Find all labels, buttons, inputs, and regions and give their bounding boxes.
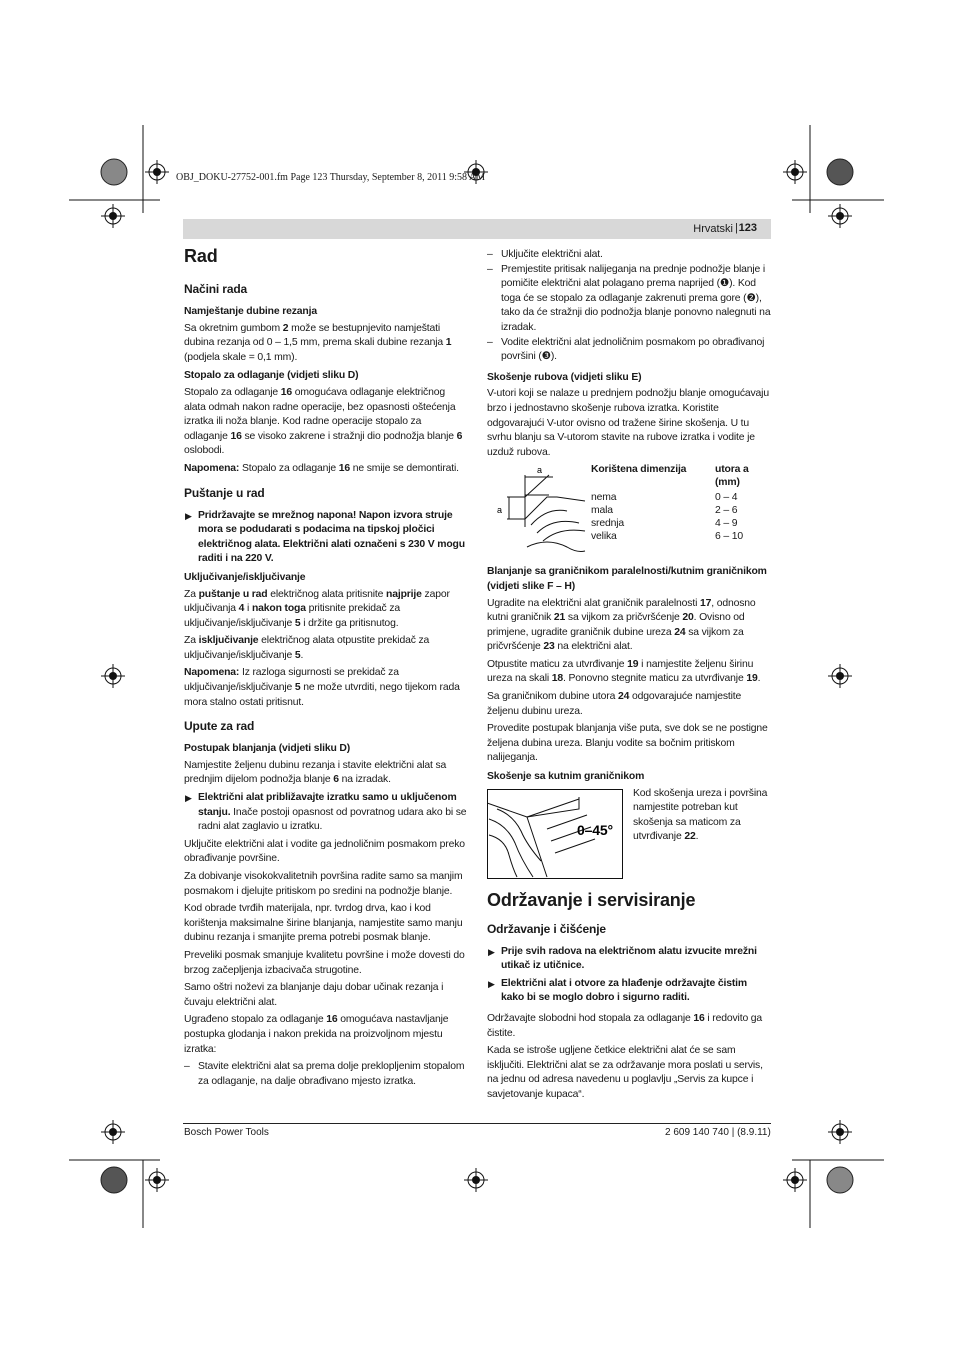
bullet-triangle-icon: ▶ [185,510,192,521]
registration-target-icon [828,1120,852,1144]
registration-target-icon [783,160,807,184]
nut-paragraph: Otpustite maticu za utvrđivanje 19 i namjestite željenu širinu ureza na skali 18. Ponovno stegnite maticu za utvrđivanje 19. [487,658,761,685]
angle-paragraph: Kod skošenja ureza i površina namjestite potreban kut skošenja sa maticom za utvrđivanje 22. [633,787,768,843]
foot-paragraph: Stopalo za odlaganje 16 omogućava odlaganje električnog alata odmah nakon radne operacije, bez opasnosti oštećenja izratka ili noža blanje. Kod radne operacije stopalo za odlaganje 16 se visoko zakrene i stražnji dio podnožja blanje 6 oslobodi. [184,386,463,457]
dimension-label-a: a [497,505,502,516]
section-title: Rad [184,246,218,266]
builtin-foot-paragraph: Ugrađeno stopalo za odlaganje 16 omogućava nastavljanje postupka glodanja i nakon prekida na proizvoljnom mjestu izratka: [184,1014,449,1055]
depth-heading: Namještanje dubine rezanja [184,306,317,317]
registration-target-icon [101,1120,125,1144]
depth-paragraph: Sa okretnim gumbom 2 može se bestupnjevito namještati dubina rezanja od 0 – 1,5 mm, prema skali dubine rezanja 1 (podjela skale = 0,1 mm). [184,322,452,363]
depth-stop-paragraph: Sa graničnikom dubine utora 24 odgovarajuće namjestite željenu dubinu ureza. [487,691,742,717]
switch-on-paragraph: Za puštanje u rad električnog alata pritisnite najprije zapor uključivanja 4 i nakon toga pritisnite prekidač za uključivanje/isključivanje 5 i držite ga pritisnutog. [184,588,450,629]
color-calibration-disc-icon [827,1167,853,1193]
cleaning-heading: Održavanje i čišćenje [487,921,606,936]
modes-heading: Načini rada [184,282,248,296]
page-band [183,219,771,239]
list-item: – Premjestite pritisak nalijeganja na prednje podnožje blanje i pomičite električni alat polagano prema naprijed (❶). Kod toga će se stopalo za odlaganje zakrenuti prema gore (❷), tako da će stražnji dio podnožja blanje ponovno nalegnuti na izradak. [487,263,771,333]
list-item: – Stavite električni alat sa prema dolje preklopljenim stopalom za odlaganje, na dalje obrađivano mjesto izratka. [184,1061,465,1087]
onoff-heading: Uključivanje/isključivanje [184,571,306,583]
registration-target-icon [828,204,852,228]
file-header: OBJ_DOKU-27752-001.fm Page 123 Thursday, September 8, 2011 9:58 AM [176,172,486,183]
page-number: 123 [738,222,757,234]
table-row: mala 2 – 6 [591,505,738,517]
color-calibration-disc-icon [101,1167,127,1193]
footer-doc-number: 2 609 140 740 | (8.9.11) [665,1127,771,1138]
dimension-label-a: a [537,467,542,476]
guide-paragraph: Uključite električni alat i vodite ga jednoličnim posmakom preko obrađivanje površine. [184,838,465,865]
angle-heading: Skošenje sa kutnim graničnikom [487,771,645,783]
right-column [487,248,771,1106]
color-calibration-disc-icon [827,159,853,185]
start-heading: Puštanje u rad [184,485,265,500]
warning-unplug: ▶ Prije svih radova na električnom alatu izvucite mrežni utikač iz utičnice. [488,945,757,972]
repeat-paragraph: Provedite postupak blanjanja više puta, sve dok se ne postigne željena dubina ureza. Blanju vodite sa bočnim pritiskom nalijeganja. [487,723,768,764]
fence-heading: Blanjanje sa graničnikom paralelnosti/kutnim graničnikom (vidjeti slike F – H) [487,566,767,592]
angle-range-label: 0–45° [577,821,613,838]
registration-target-icon [145,1168,169,1192]
angle-fence-figure [487,787,771,881]
registration-target-icon [101,204,125,228]
table-header: Korištena dimenzija [591,464,687,476]
list-item: – Uključite električni alat. [487,249,603,260]
warning-contact: ▶ Električni alat približavajte izratku samo u uključenom stanju. Inače postoji opasnost od povratnog udara ako bi se radni alat zaglavio u izratku. [185,792,467,833]
footer-brand: Bosch Power Tools [184,1127,269,1138]
footer-rule [183,1123,771,1124]
fence-paragraph: Ugradite na električni alat graničnik paralelnosti 17, odnosno kutni graničnik 21 sa vijkom za pričvršćenje 20. Ovisno od primjene, ugradite graničnik dubine ureza 24 sa vijkom za pričvršćenje 23 na električni alat. [487,597,756,653]
registration-target-icon [145,160,169,184]
color-calibration-disc-icon [101,159,127,185]
warning-vents: ▶ Električni alat i otvore za hlađenje održavajte čistim kako bi se moglo dobro i sigurno raditi. [488,977,747,1004]
bullet-triangle-icon: ▶ [185,793,192,804]
angle-diagram [487,789,623,879]
feed-paragraph: Preveliki posmak smanjuje kvalitetu površine i može dovesti do brzog začepljenja izbacivača strugotine. [184,949,465,976]
brushes-paragraph: Kada se istroše ugljene četkice električni alat će se sam isključiti. Električni alat se za održavanje mora poslati u servis, na jednu od adresa navedenu u poglavlju „Servis za kupce i savjetovanje kupaca“. [487,1045,763,1100]
table-header: utora a (mm) [715,464,749,489]
warning-mains-voltage: ▶ Pridržavajte se mrežnog napona! Napon izvora struje mora se podudarati s podacima na tipskoj pločici električnog alata. Električni alati označeni s 230 V mogu raditi i na 220 V. [185,509,465,565]
section-name: Hrvatski [693,223,733,235]
table-row: velika 6 – 10 [591,531,743,543]
keep-clean-paragraph: Održavajte slobodni hod stopala za odlaganje 16 i redovito ga čistite. [487,1013,763,1039]
registration-target-icon [464,1168,488,1192]
list-item: – Vodite električni alat jednoličnim posmakom po obrađivanoj površini (❸). [487,336,765,363]
maintenance-title: Održavanje i servisiranje [487,889,696,910]
sharp-blades-paragraph: Samo oštri noževi za blanjanje daju dobar učinak rezanja i čuvaju električni alat. [184,982,444,1008]
hard-material-paragraph: Kod obrade tvrđih materijala, npr. tvrdog drva, kao i kod korištenja maksimalne širine blanjanja, namjestite samo manju dubinu rezanja i smanjite prema potrebi posmak blanje. [184,903,463,944]
v-groove-diagram [487,467,587,557]
tips-heading: Upute za rad [184,719,255,734]
table-row: srednja 4 – 9 [591,518,738,530]
note-switch: Napomena: Iz razloga sigurnosti se prekidač za uključivanje/isključivanje 5 ne može utvrditi, nego tijekom rada mora stalno ostati pritisnut. [184,667,460,708]
band-separator: | [735,222,738,234]
procedure-paragraph: Namjestite željenu dubinu rezanja i stavite električni alat sa prednjim dijelom podnožja blanje 6 na izradak. [184,759,447,786]
switch-off-paragraph: Za isključivanje električnog alata otpustite prekidač za uključivanje/isključivanje 5. [184,635,430,661]
table-row: nema 0 – 4 [591,492,738,504]
bullet-triangle-icon: ▶ [488,978,495,989]
foot-heading: Stopalo za odlaganje (vidjeti sliku D) [184,370,359,382]
quality-paragraph: Za dobivanje visokokvalitetnih površina radite samo sa manjim posmakom i djelujte pritiskom po sredini na podnožje blanje. [184,871,463,897]
registration-target-icon [828,664,852,688]
registration-target-icon [101,664,125,688]
groove-dimension-figure [487,463,771,561]
bevel-paragraph: V-utori koji se nalaze u prednjem podnožju blanje omogućavaju brzo i jednostavno skošenje rubova izratka. Koristite odgovarajući V-utor ovisno od tražene širine skošenja. U tu svrhu blanju sa V-utorom stavite na rubove izratka i vodite je uzduž rubova. [487,388,769,458]
note-foot: Napomena: Stopalo za odlaganje 16 ne smije se demontirati. [184,462,459,474]
registration-target-icon [783,1168,807,1192]
bevel-heading: Skošenje rubova (vidjeti sliku E) [487,371,642,383]
left-column [184,245,467,1089]
bullet-triangle-icon: ▶ [488,946,495,957]
procedure-heading: Postupak blanjanja (vidjeti sliku D) [184,743,351,755]
